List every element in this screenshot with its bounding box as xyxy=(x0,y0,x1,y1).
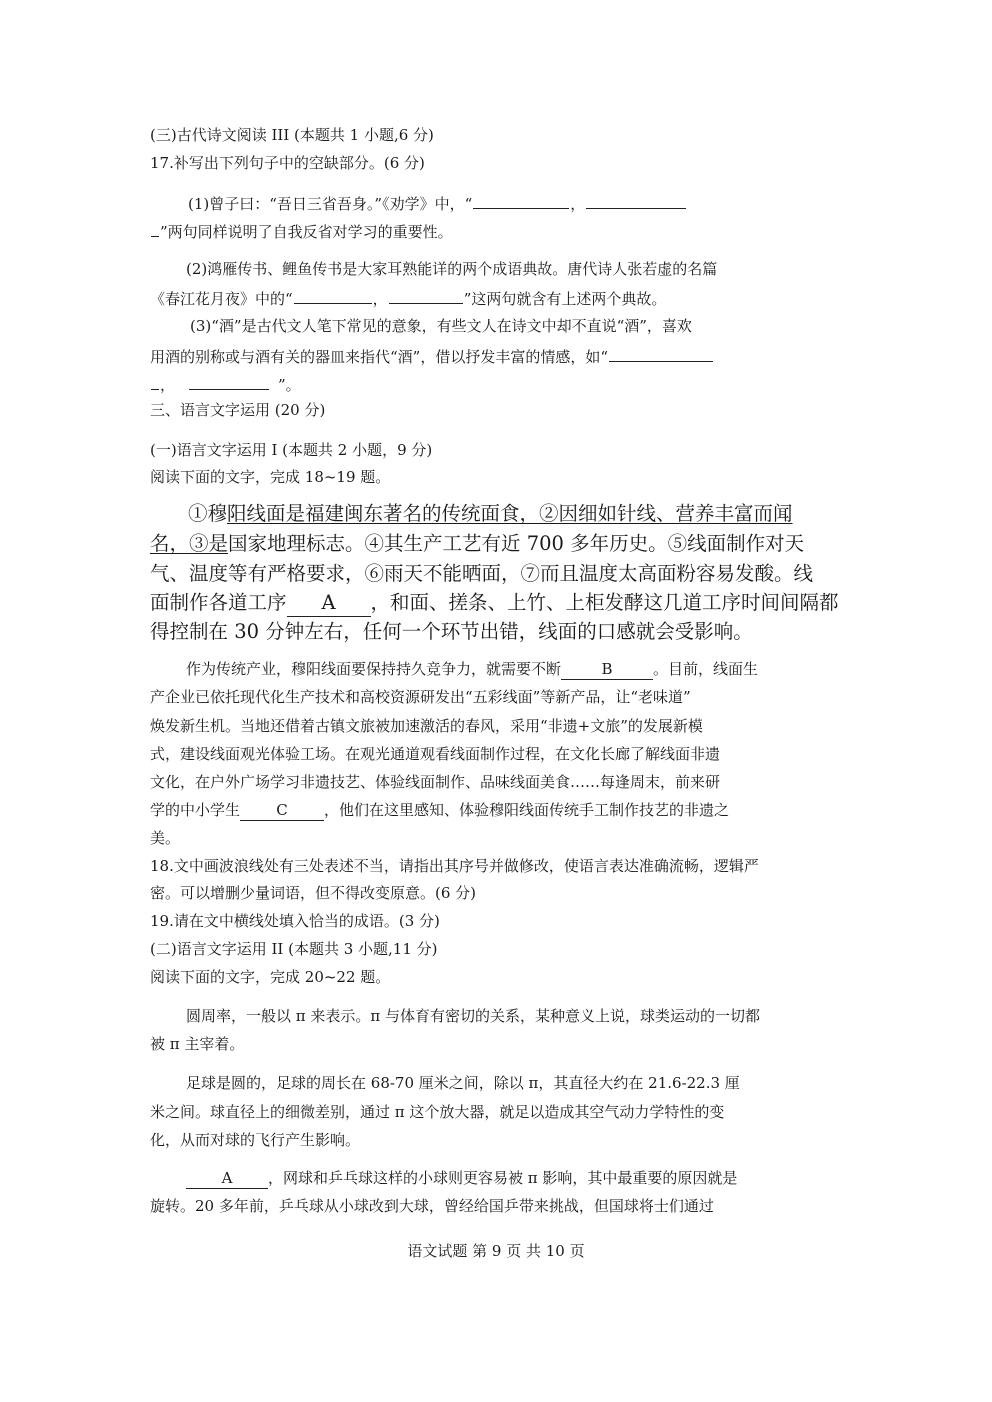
passage4-line2: 米之间。球直径上的细微差别，通过 π 这个放大器，就足以造成其空气动力学特性的变 xyxy=(150,1103,725,1121)
question-19: 19.请在文中横线处填入恰当的成语。(3 分) xyxy=(150,912,440,930)
q17-item2-pre: 《春江花月夜》中的“ xyxy=(150,290,293,308)
passage2-seg: 学的中小学生 xyxy=(150,801,241,819)
q17-item3-line3: ， ”。 xyxy=(150,373,301,395)
passage5-seg: ，网球和乒乓球这样的小球则更容易被 π 影响，其中最重要的原因就是 xyxy=(268,1169,738,1187)
question-18-line1: 18.文中画波浪线处有三处表述不当，请指出其序号并做修改，使语言表达准确流畅，逻辑严 xyxy=(150,857,759,875)
q17-item1-line1: (1)曾子曰：“吾日三省吾身。”《劝学》中，“ ， xyxy=(188,192,687,214)
passage1-line5: 得控制在 30 分钟左右，任何一个环节出错，线面的口感就会受影响。 xyxy=(150,620,753,643)
blank-A[interactable]: A xyxy=(287,590,371,617)
answer-blank[interactable] xyxy=(151,220,159,237)
passage1-line4 xyxy=(150,590,839,617)
q17-item3-end: ”。 xyxy=(278,376,301,394)
passage1-seg: ①穆 xyxy=(188,502,228,525)
q17-item3-line2 xyxy=(150,345,714,367)
sub1-title: (一)语言文字运用 I (本题共 2 小题，9 分) xyxy=(150,441,433,459)
answer-blank[interactable] xyxy=(389,287,463,304)
section-ancient-reading-3: (三)古代诗文阅读 III (本题共 1 小题,6 分) xyxy=(150,126,434,144)
passage3-line2: 被 π 主宰着。 xyxy=(150,1035,245,1053)
passage2-seg: ，他们在这里感知、体验穆阳线面传统手工制作技艺的非遗之 xyxy=(324,801,730,819)
blank-A[interactable]: A xyxy=(186,1168,268,1189)
blank-C[interactable]: C xyxy=(240,800,324,821)
answer-blank[interactable] xyxy=(294,287,372,304)
passage2-line1 xyxy=(186,659,758,680)
passage3-line1: 圆周率，一般以 π 来表示。π 与体育有密切的关系，某种意义上说，球类运动的一切都 xyxy=(186,1007,761,1025)
passage2-seg: 作为传统产业，穆阳线面要保持持久竞争力，就需要不断 xyxy=(186,660,562,678)
page-footer: 语文试题 第 9 页 共 10 页 xyxy=(407,1242,585,1260)
passage4-line1: 足球是圆的，足球的周长在 68-70 厘米之间，除以 π，其直径大约在 21.6-22.3 厘 xyxy=(186,1074,740,1092)
blank-B[interactable]: B xyxy=(561,659,653,680)
passage2-seg: 。目前，线面生 xyxy=(653,660,759,678)
underlined-text: 阳线面是福建闽东著名的传统面食，②因细如针线、营养丰富而闻 xyxy=(227,502,793,525)
passage5-line1 xyxy=(186,1168,737,1189)
passage2-line5: 文化，在户外广场学习非遗技艺、体验线面制作、品味线面美食……每逢周末，前来研 xyxy=(150,773,721,791)
question-17-title: 17.补写出下列句子中的空缺部分。(6 分) xyxy=(150,154,425,172)
passage4-line3: 化，从而对球的飞行产生影响。 xyxy=(150,1131,361,1149)
passage2-line6 xyxy=(150,800,729,821)
q17-item3-text: 用酒的别称或与酒有关的器皿来指代“酒”，借以抒发丰富的情感，如“ xyxy=(150,348,609,366)
q17-item2-line2: 《春江花月夜》中的“ ， ”这两句就含有上述两个典故。 xyxy=(150,287,666,309)
q17-item1-line2 xyxy=(150,220,453,242)
part-3-title: 三、语言文字运用 (20 分) xyxy=(150,401,326,419)
passage1-seg: 面制作各道工序 xyxy=(150,591,287,614)
q17-item2-post: ”这两句就含有上述两个典故。 xyxy=(463,290,667,308)
answer-blank[interactable] xyxy=(151,373,159,390)
passage5-line2: 旋转。20 多年前，乒乓球从小球改到大球，曾经给国乒带来挑战，但国球将士们通过 xyxy=(150,1197,714,1215)
sub2-intro: 阅读下面的文字，完成 20~22 题。 xyxy=(150,968,391,986)
passage1-line3: 气、温度等有严格要求，⑥雨天不能晒面，⑦而且温度太高面粉容易发酸。线 xyxy=(150,562,814,585)
answer-blank[interactable] xyxy=(609,345,713,362)
passage2-line3: 焕发新生机。当地还借着古镇文旅被加速激活的春风，采用“非遗+文旅”的发展新模 xyxy=(150,717,703,735)
passage1-seg: 国家地理标志。④其生产工艺有近 700 多年历史。⑤线面制作对天 xyxy=(228,532,805,555)
underlined-text: 名，③是 xyxy=(150,532,229,555)
sub2-title: (二)语言文字运用 II (本题共 3 小题,11 分) xyxy=(150,940,438,958)
q17-item3-line1: (3)“酒”是古代文人笔下常见的意象，有些文人在诗文中却不直说“酒”，喜欢 xyxy=(190,317,692,335)
q17-item1-text: (1)曾子曰：“吾日三省吾身。”《劝学》中，“ xyxy=(188,195,473,213)
passage2-line7: 美。 xyxy=(150,829,181,847)
answer-blank[interactable] xyxy=(586,192,686,209)
passage2-line4: 式，建设线面观光体验工场。在观光通道观看线面制作过程，在文化长廊了解线面非遗 xyxy=(150,745,721,763)
answer-blank[interactable] xyxy=(189,373,269,390)
passage1-line1 xyxy=(188,501,793,527)
q17-item1-end: ”两句同样说明了自我反省对学习的重要性。 xyxy=(160,223,453,241)
q17-item2-line1: (2)鸿雁传书、鲤鱼传书是大家耳熟能详的两个成语典故。唐代诗人张若虚的名篇 xyxy=(186,260,718,278)
passage1-line2 xyxy=(150,531,804,557)
sub1-intro: 阅读下面的文字，完成 18~19 题。 xyxy=(150,468,391,486)
passage1-seg: ，和面、搓条、上竹、上柜发酵这几道工序时间间隔都 xyxy=(370,591,839,614)
question-18-line2: 密。可以增删少量词语，但不得改变原意。(6 分) xyxy=(150,884,477,902)
answer-blank[interactable] xyxy=(473,192,569,209)
passage2-line2: 产企业已依托现代化生产技术和高校资源研发出“五彩线面”等新产品，让“老味道” xyxy=(150,688,691,706)
